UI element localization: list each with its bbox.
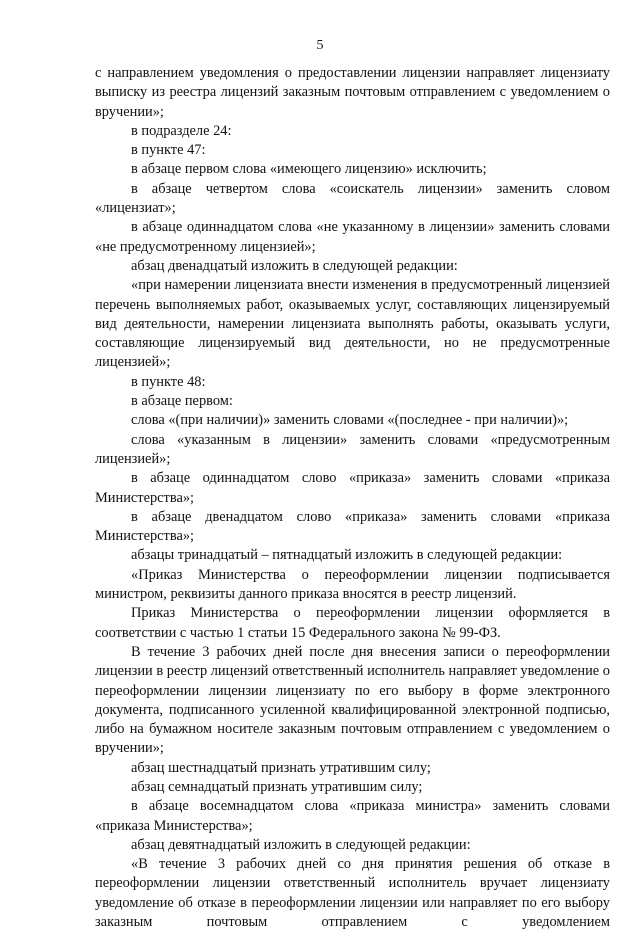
paragraph: абзацы тринадцатый – пятнадцатый изложить в следующей редакции:	[131, 547, 563, 564]
paragraph: абзац семнадцатый признать утратившим силу;	[131, 778, 423, 795]
paragraph: в абзаце одиннадцатом слово «приказа» заменить словами «приказа Министерства»;	[95, 470, 610, 506]
paragraph: В течение 3 рабочих дней после дня внесения записи о переоформлении лицензии в реестр лицензий ответственный исполнитель направляет уведомление о переоформлении лицензии лицензиату по его выбору в форме электронного документа, подписанного усиленной квалифицированной электронной подписью, либо на бумажном носителе заказным почтовым отправлением с уведомлением о вручении»;	[95, 643, 610, 757]
paragraph: в абзаце первом:	[131, 393, 233, 410]
paragraph: абзац двенадцатый изложить в следующей редакции:	[131, 257, 458, 274]
paragraph: в пункте 47:	[131, 142, 206, 159]
paragraph: абзац девятнадцатый изложить в следующей редакции:	[131, 836, 471, 853]
paragraph: «Приказ Министерства о переоформлении лицензии подписывается министром, реквизиты данного приказа вносятся в реестр лицензий.	[95, 566, 610, 603]
paragraph: в абзаце одиннадцатом слова «не указанному в лицензии» заменить словами «не предусмотренному лицензией»;	[95, 219, 610, 255]
paragraph: в абзаце двенадцатом слово «приказа» заменить словами «приказа Министерства»;	[95, 508, 610, 545]
paragraph: в абзаце четвертом слова «соискатель лицензии» заменить словом «лицензиат»;	[95, 180, 610, 217]
paragraph: Приказ Министерства о переоформлении лицензии оформляется в соответствии с частью 1 статьи 15 Федерального закона № 99-ФЗ.	[95, 605, 610, 641]
paragraph: в подразделе 24:	[131, 122, 232, 139]
paragraph-continuation: с направлением уведомления о предоставлении лицензии направляет лицензиату выписку из реестра лицензий заказным почтовым отправлением с уведомлением о вручении»;	[95, 65, 610, 120]
paragraph: слова «указанным в лицензии» заменить словами «предусмотренным лицензией»;	[95, 431, 610, 467]
document-body	[95, 64, 610, 932]
paragraph: абзац шестнадцатый признать утратившим силу;	[131, 759, 431, 776]
paragraph: «при намерении лицензиата внести изменения в предусмотренный лицензией перечень выполняемых работ, оказываемых услуг, составляющих лицензируемый вид деятельности, намерении лицензиата выполнять работы, оказывать услуги, составляющие лицензируемый вид деятельности, но не предусмотренные лицензией»;	[95, 277, 610, 371]
paragraph: слова «(при наличии)» заменить словами «(последнее - при наличии)»;	[131, 412, 569, 429]
paragraph: в пункте 48:	[131, 373, 206, 390]
paragraph-continues-next-page: «В течение 3 рабочих дней со дня принятия решения об отказе в переоформлении лицензии ответственный исполнитель вручает лицензиату уведомление об отказе в переоформлении лицензии или направляет по его выбору заказным почтовым отправлением с уведомлением	[95, 856, 610, 931]
paragraph: в абзаце восемнадцатом слова «приказа министра» заменить словами «приказа Министерства»;	[95, 798, 610, 834]
page-number: 5	[316, 38, 324, 53]
paragraph: в абзаце первом слова «имеющего лицензию» исключить;	[131, 161, 487, 178]
